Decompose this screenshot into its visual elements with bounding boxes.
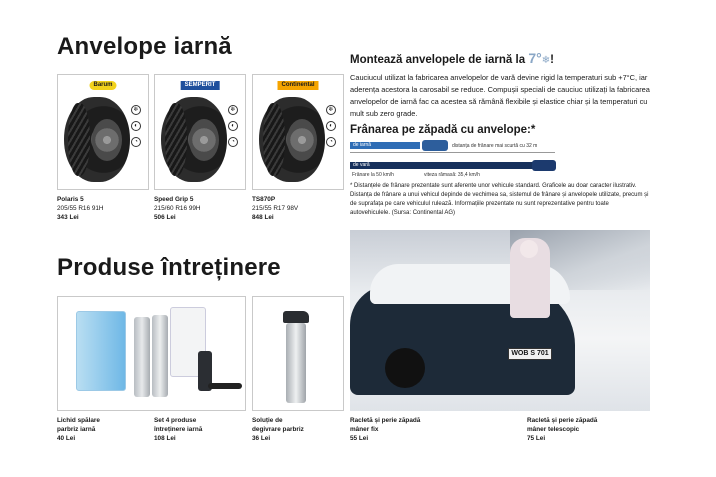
- product-name: Lichid spălare: [57, 417, 100, 424]
- brand-logo-semperit: SEMPERIT: [181, 81, 220, 90]
- product-caption-washer: [57, 416, 100, 443]
- tire-card-continental[interactable]: [252, 74, 344, 190]
- tires-section-title: Anvelope iarnă: [57, 33, 232, 60]
- brand-logo-continental: Continental: [278, 81, 319, 90]
- tire-label-icons: ❄ ◐ ◔: [228, 105, 240, 153]
- tire-caption-barum: [57, 195, 104, 222]
- product-name-line2: parbriz iarnă: [57, 426, 96, 433]
- product-name: Racletă și perie zăpadă: [350, 417, 421, 424]
- product-name: Speed Grip 5: [154, 196, 194, 203]
- winter-note: distanța de frânare mai scurtă cu 32 m: [452, 143, 538, 149]
- product-card-washer-and-kit[interactable]: [57, 296, 246, 411]
- car-icon-summer: [532, 160, 556, 171]
- product-name-line2: mâner telescopic: [527, 426, 580, 433]
- tire-caption-semperit: [154, 195, 201, 222]
- spray-trigger: [283, 311, 309, 323]
- product-price: 55 Lei: [350, 435, 369, 442]
- product-price: 108 Lei: [154, 435, 176, 442]
- product-price: 40 Lei: [57, 435, 76, 442]
- product-caption-scraper-telescopic: [527, 416, 597, 443]
- product-name-line2: mâner fix: [350, 426, 379, 433]
- product-size: 205/55 R16 91H: [57, 205, 104, 212]
- product-caption-scraper-fixed: [350, 416, 420, 443]
- tire-card-semperit[interactable]: [154, 74, 246, 190]
- license-plate: WOB S 701: [508, 348, 552, 360]
- winter-bar-label: de iarnă: [353, 142, 372, 148]
- tire-label-icons: ❄ ◐ ◔: [131, 105, 143, 153]
- temperature-icon: 7°: [528, 50, 542, 66]
- tire-image: [161, 97, 227, 182]
- tire-card-barum[interactable]: [57, 74, 149, 190]
- product-size: 215/60 R16 99H: [154, 205, 201, 212]
- product-caption-kit: [154, 416, 202, 443]
- winter-heading-end: !: [550, 54, 554, 66]
- tire-image: [64, 97, 130, 182]
- product-name: Set 4 produse: [154, 417, 197, 424]
- product-name: Racletă și perie zăpadă: [527, 417, 598, 424]
- brand-logo-barum: Barum: [89, 81, 116, 90]
- product-size: 215/55 R17 98V: [252, 205, 299, 212]
- summer-bar: [350, 162, 555, 169]
- speed-label: Frânare la 50 km/h: [352, 172, 394, 178]
- ice-scraper: [208, 383, 242, 389]
- winter-heading-text: Montează anvelopele de iarnă la: [350, 54, 526, 66]
- product-price: 343 Lei: [57, 214, 79, 221]
- product-name: TS870P: [252, 196, 276, 203]
- divider: [350, 152, 555, 153]
- winter-info: [350, 50, 650, 120]
- braking-disclaimer: * Distanțele de frânare prezentate sunt aferente unor vehicule standard. Graficele au doar caracter ilustrativ. Distanța de frânare a unui vehicul depinde de vechimea sa, sistemul de frânare și anvelopele utilizate, precum și de suprafața pe care vehiculul rulează. Informațiile prezentate nu sunt reprezentative pentru toate autovehiculele. (Sursa: Continental AG): [350, 183, 649, 216]
- maintenance-section-title: Produse întreținere: [57, 254, 281, 281]
- product-price: 848 Lei: [252, 214, 274, 221]
- snow-car-photo: [350, 230, 650, 411]
- remaining-speed-label: viteza rămasă: 35,4 km/h: [424, 172, 480, 178]
- winter-bar: [350, 142, 420, 149]
- spray-bottle-1: [134, 317, 150, 397]
- car-wheel: [385, 348, 425, 388]
- summer-bar-label: de vară: [353, 162, 370, 168]
- product-price: 75 Lei: [527, 435, 546, 442]
- car-icon-winter: [422, 140, 448, 151]
- tire-label-icons: ❄ ◐ ◔: [326, 105, 338, 153]
- person-hood: [520, 240, 538, 258]
- de-icer-bottle: [286, 323, 306, 403]
- product-card-de-icer[interactable]: [252, 296, 344, 411]
- product-name: Polaris 5: [57, 196, 84, 203]
- washer-fluid-bottle: [76, 311, 126, 391]
- product-caption-de-icer: [252, 416, 304, 443]
- product-price: 506 Lei: [154, 214, 176, 221]
- snowflake-icon: ❄: [541, 55, 551, 66]
- tire-caption-continental: [252, 195, 298, 222]
- product-name-line2: întreținere iarnă: [154, 426, 203, 433]
- product-name: Soluție de: [252, 417, 283, 424]
- product-name-line2: degivrare parbriz: [252, 426, 304, 433]
- spray-bottle-2: [152, 315, 168, 397]
- braking-heading: Frânarea pe zăpadă cu anvelope:*: [350, 124, 536, 136]
- tire-image: [259, 97, 325, 182]
- winter-paragraph: Cauciucul utilizat la fabricarea anvelopelor de vară devine rigid la temperaturi sub +7°C, iar aderența acestora la carosabil se reduce. Compușii speciali de cauciuc utilizați la fabricarea anvelopelor de iarnă fac ca acestea să rămână flexibile și elastice chiar și la temperaturi cu mult sub zero grade.: [350, 73, 650, 118]
- winter-heading: [350, 50, 650, 66]
- product-price: 36 Lei: [252, 435, 271, 442]
